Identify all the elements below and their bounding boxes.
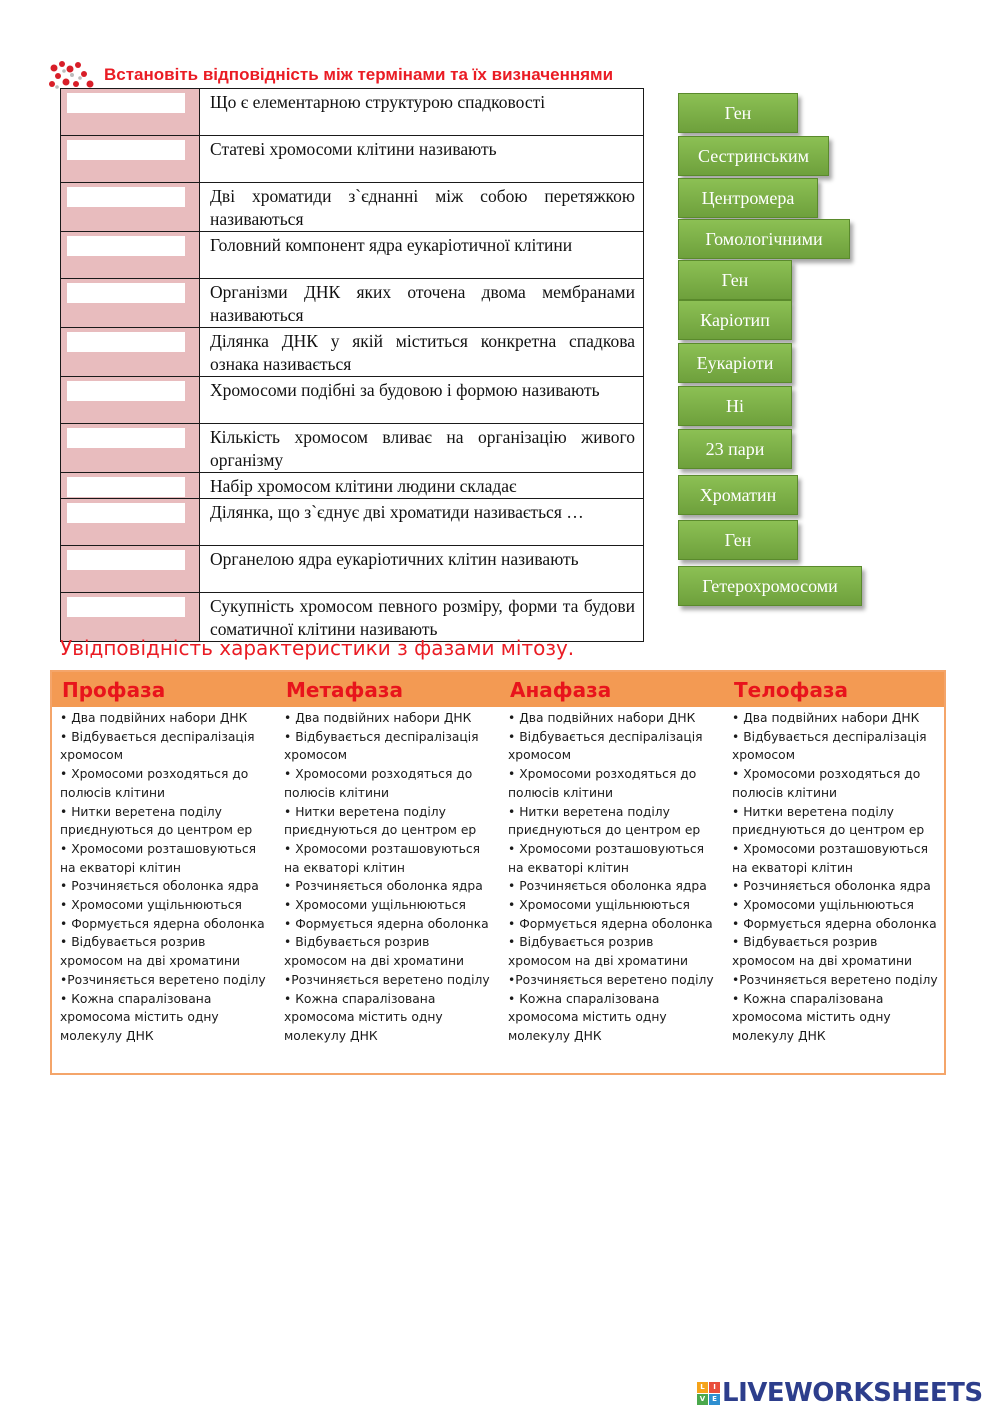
definition-text: Що є елементарною структурою спадковості bbox=[200, 89, 644, 136]
bullet: • bbox=[60, 804, 68, 819]
table-row bbox=[61, 377, 644, 424]
bullet: • bbox=[284, 898, 292, 913]
phase-characteristic-item[interactable] bbox=[60, 877, 268, 896]
bullet: • bbox=[284, 972, 292, 987]
phase-column-prophase bbox=[52, 672, 268, 1046]
answer-input[interactable] bbox=[67, 93, 185, 113]
bullet: • bbox=[732, 879, 740, 894]
phase-characteristic-item[interactable] bbox=[732, 709, 940, 728]
phase-characteristic-item[interactable] bbox=[284, 990, 492, 1046]
phase-characteristic-item[interactable] bbox=[508, 709, 716, 728]
definition-text: Статеві хромосоми клітини називають bbox=[200, 136, 644, 183]
item-text: Хромосоми розходяться до полюсів клітини bbox=[60, 767, 249, 800]
definition-text: Організми ДНК яких оточена двома мембранами називаються bbox=[200, 279, 644, 328]
bullet: • bbox=[732, 804, 740, 819]
item-text: Хромосоми ущільнюються bbox=[743, 898, 914, 913]
item-text: Формується ядерна оболонка bbox=[519, 916, 713, 931]
phase-characteristic-item[interactable] bbox=[60, 840, 268, 877]
phase-title: Метафаза bbox=[286, 678, 404, 702]
item-text: Розчиняється веретено поділу bbox=[67, 972, 266, 987]
item-text: Кожна спаралізована хромосома містить одну молекулу ДНК bbox=[508, 991, 667, 1043]
phase-item-list bbox=[276, 707, 492, 1046]
table-row bbox=[61, 424, 644, 473]
phase-item-list bbox=[500, 707, 716, 1046]
phase-column-metaphase bbox=[276, 672, 492, 1046]
answer-input[interactable] bbox=[67, 477, 185, 497]
phase-characteristic-item[interactable] bbox=[732, 990, 940, 1046]
phase-characteristic-item[interactable] bbox=[60, 971, 268, 990]
term-tile[interactable]: 23 пари bbox=[678, 429, 792, 469]
phase-characteristic-item[interactable] bbox=[508, 877, 716, 896]
item-text: Хромосоми розходяться до полюсів клітини bbox=[284, 767, 473, 800]
item-text: Розчиняється оболонка ядра bbox=[519, 879, 707, 894]
phase-characteristic-item[interactable] bbox=[284, 896, 492, 915]
item-text: Нитки веретена поділу приєднуються до центром ер bbox=[732, 804, 925, 838]
phase-characteristic-item[interactable] bbox=[508, 840, 716, 877]
definition-text: Ділянка, що з`єднує дві хроматиди називається … bbox=[200, 499, 644, 546]
item-text: Розчиняється оболонка ядра bbox=[295, 879, 483, 894]
item-text: Відбувається розрив хромосом на дві хроматини bbox=[732, 935, 913, 969]
item-text: Відбувається розрив хромосом на дві хроматини bbox=[508, 935, 689, 969]
term-tile[interactable]: Гомологічними bbox=[678, 219, 850, 259]
phase-characteristic-item[interactable] bbox=[284, 728, 492, 765]
bullet: • bbox=[508, 898, 516, 913]
phase-characteristic-item[interactable] bbox=[732, 915, 940, 934]
bullet: • bbox=[284, 729, 292, 744]
bullet: • bbox=[284, 804, 292, 819]
phase-characteristic-item[interactable] bbox=[284, 877, 492, 896]
bullet: • bbox=[732, 767, 740, 782]
phase-title: Телофаза bbox=[734, 678, 849, 702]
item-text: Кожна спаралізована хромосома містить одну молекулу ДНК bbox=[60, 991, 219, 1043]
table-row bbox=[61, 473, 644, 499]
bullet: • bbox=[508, 879, 516, 894]
bullet: • bbox=[732, 841, 740, 856]
phase-column-telophase bbox=[724, 672, 940, 1046]
phase-characteristic-item[interactable] bbox=[60, 933, 268, 970]
term-tile[interactable]: Гетерохромосоми bbox=[678, 566, 862, 606]
phase-characteristic-item[interactable] bbox=[60, 803, 268, 840]
bullet: • bbox=[284, 767, 292, 782]
definitions-table bbox=[60, 88, 644, 642]
phase-characteristic-item[interactable] bbox=[732, 840, 940, 877]
item-text: Хромосоми ущільнюються bbox=[71, 898, 242, 913]
bullet: • bbox=[60, 935, 68, 950]
bullet: • bbox=[284, 935, 292, 950]
phase-characteristic-item[interactable] bbox=[508, 915, 716, 934]
phase-characteristic-item[interactable] bbox=[508, 933, 716, 970]
item-text: Розчиняється веретено поділу bbox=[739, 972, 938, 987]
bullet: • bbox=[508, 729, 516, 744]
bullet: • bbox=[732, 729, 740, 744]
phase-characteristic-item[interactable] bbox=[284, 765, 492, 802]
item-text: Нитки веретена поділу приєднуються до центром ер bbox=[508, 804, 701, 838]
term-tile[interactable]: Хроматин bbox=[678, 475, 798, 515]
bullet: • bbox=[508, 935, 516, 950]
item-text: Розчиняється оболонка ядра bbox=[71, 879, 259, 894]
phase-characteristic-item[interactable] bbox=[732, 933, 940, 970]
term-tile[interactable]: Ні bbox=[678, 386, 792, 426]
bullet: • bbox=[284, 991, 292, 1006]
table-row bbox=[61, 89, 644, 136]
bullet: • bbox=[732, 916, 740, 931]
definition-text: Набір хромосом клітини людини складає bbox=[200, 473, 644, 499]
bullet: • bbox=[284, 841, 292, 856]
bullet: • bbox=[732, 972, 740, 987]
phase-characteristic-item[interactable] bbox=[508, 765, 716, 802]
table-row bbox=[61, 279, 644, 328]
phase-characteristic-item[interactable] bbox=[732, 896, 940, 915]
bullet: • bbox=[508, 991, 516, 1006]
item-text: Кожна спаралізована хромосома містить одну молекулу ДНК bbox=[732, 991, 891, 1043]
term-tile[interactable]: Еукаріоти bbox=[678, 343, 792, 383]
item-text: Хромосоми ущільнюються bbox=[295, 898, 466, 913]
bullet: • bbox=[508, 804, 516, 819]
phase-item-list bbox=[724, 707, 940, 1046]
item-text: Хромосоми ущільнюються bbox=[519, 898, 690, 913]
answer-input[interactable] bbox=[67, 550, 185, 570]
item-text: Формується ядерна оболонка bbox=[71, 916, 265, 931]
mitosis-phases-panel bbox=[50, 670, 946, 1075]
phase-characteristic-item[interactable] bbox=[60, 915, 268, 934]
bullet: • bbox=[732, 898, 740, 913]
phase-characteristic-item[interactable] bbox=[284, 915, 492, 934]
item-text: Розчиняється оболонка ядра bbox=[743, 879, 931, 894]
item-text: Хромосоми розходяться до полюсів клітини bbox=[732, 767, 921, 800]
table-row bbox=[61, 499, 644, 546]
term-tile[interactable]: Каріотип bbox=[678, 300, 792, 340]
phase-characteristic-item[interactable] bbox=[732, 803, 940, 840]
phase-characteristic-item[interactable] bbox=[284, 840, 492, 877]
phase-characteristic-item[interactable] bbox=[60, 728, 268, 765]
item-text: Розчиняється веретено поділу bbox=[515, 972, 714, 987]
phase-characteristic-item[interactable] bbox=[732, 765, 940, 802]
item-text: Хромосоми розташовуються на екваторі клітин bbox=[284, 841, 480, 875]
bullet: • bbox=[732, 991, 740, 1006]
bullet: • bbox=[732, 935, 740, 950]
answer-input[interactable] bbox=[67, 381, 185, 401]
phase-section-title: Увідповідність характеристики з фазами мітозу. bbox=[60, 636, 575, 660]
logo-blocks-icon: L I V E bbox=[697, 1382, 720, 1405]
match-section-header bbox=[48, 60, 613, 90]
item-text: Хромосоми розташовуються на екваторі клітин bbox=[60, 841, 256, 875]
phase-characteristic-item[interactable] bbox=[60, 896, 268, 915]
bullet: • bbox=[508, 841, 516, 856]
item-text: Формується ядерна оболонка bbox=[295, 916, 489, 931]
phase-characteristic-item[interactable] bbox=[508, 896, 716, 915]
item-text: Два подвійних набори ДНК bbox=[71, 711, 248, 725]
item-text: Відбувається деспіралізація хромосом bbox=[284, 729, 479, 763]
bullet: • bbox=[508, 916, 516, 931]
item-text: Хромосоми розташовуються на екваторі клітин bbox=[508, 841, 704, 875]
table-row bbox=[61, 232, 644, 279]
phase-characteristic-item[interactable] bbox=[284, 709, 492, 728]
item-text: Нитки веретена поділу приєднуються до центром ер bbox=[284, 804, 477, 838]
item-text: Хромосоми розходяться до полюсів клітини bbox=[508, 767, 697, 800]
table-row bbox=[61, 593, 644, 642]
bullet: • bbox=[284, 711, 292, 725]
answer-input[interactable] bbox=[67, 283, 185, 303]
match-section-title: Встановіть відповідність між термінами та їх визначеннями bbox=[104, 65, 614, 84]
table-row bbox=[61, 136, 644, 183]
term-tile[interactable]: Ген bbox=[678, 260, 792, 300]
item-text: Відбувається розрив хромосом на дві хроматини bbox=[60, 935, 241, 969]
item-text: Розчиняється веретено поділу bbox=[291, 972, 490, 987]
item-text: Два подвійних набори ДНК bbox=[519, 711, 696, 725]
definition-text: Хромосоми подібні за будовою і формою називають bbox=[200, 377, 644, 424]
bullet: • bbox=[508, 711, 516, 725]
phase-characteristic-item[interactable] bbox=[508, 728, 716, 765]
bullet: • bbox=[60, 879, 68, 894]
bullet: • bbox=[60, 841, 68, 856]
definition-text: Дві хроматиди з`єднанні між собою перетяжкою називаються bbox=[200, 183, 644, 232]
phase-characteristic-item[interactable] bbox=[60, 709, 268, 728]
phase-item-list bbox=[52, 707, 268, 1046]
item-text: Відбувається розрив хромосом на дві хроматини bbox=[284, 935, 465, 969]
item-text: Два подвійних набори ДНК bbox=[295, 711, 472, 725]
bullet: • bbox=[284, 916, 292, 931]
phase-characteristic-item[interactable] bbox=[508, 971, 716, 990]
liveworksheets-logo bbox=[697, 1378, 983, 1408]
bullet: • bbox=[508, 767, 516, 782]
answer-input[interactable] bbox=[67, 428, 185, 448]
item-text: Нитки веретена поділу приєднуються до центром ер bbox=[60, 804, 253, 838]
term-tile[interactable]: Сестринським bbox=[678, 136, 829, 176]
definition-text: Ділянка ДНК у якій міститься конкретна спадкова ознака називається bbox=[200, 328, 644, 377]
answer-input[interactable] bbox=[67, 332, 185, 352]
answer-input[interactable] bbox=[67, 187, 185, 207]
bullet: • bbox=[284, 879, 292, 894]
table-row bbox=[61, 183, 644, 232]
bullet: • bbox=[60, 711, 68, 725]
bullet: • bbox=[60, 991, 68, 1006]
bullet: • bbox=[60, 972, 68, 987]
bullet: • bbox=[60, 767, 68, 782]
term-tile[interactable]: Центромера bbox=[678, 178, 818, 218]
phase-characteristic-item[interactable] bbox=[732, 971, 940, 990]
term-tile[interactable]: Ген bbox=[678, 520, 798, 560]
phase-characteristic-item[interactable] bbox=[732, 728, 940, 765]
phase-characteristic-item[interactable] bbox=[508, 990, 716, 1046]
item-text: Кожна спаралізована хромосома містить одну молекулу ДНК bbox=[284, 991, 443, 1043]
phase-characteristic-item[interactable] bbox=[284, 803, 492, 840]
bullet: • bbox=[508, 972, 516, 987]
answer-input[interactable] bbox=[67, 140, 185, 160]
bullet: • bbox=[60, 729, 68, 744]
item-text: Два подвійних набори ДНК bbox=[743, 711, 920, 725]
bullet: • bbox=[60, 898, 68, 913]
definition-text: Органелою ядра еукаріотичних клітин називають bbox=[200, 546, 644, 593]
item-text: Відбувається деспіралізація хромосом bbox=[60, 729, 255, 763]
table-row bbox=[61, 546, 644, 593]
answer-input[interactable] bbox=[67, 597, 185, 617]
phase-characteristic-item[interactable] bbox=[508, 803, 716, 840]
bullet: • bbox=[732, 711, 740, 725]
item-text: Хромосоми розташовуються на екваторі клітин bbox=[732, 841, 928, 875]
phase-title: Профаза bbox=[62, 678, 166, 702]
logo-text: LIVEWORKSHEETS bbox=[722, 1378, 983, 1408]
term-tile[interactable]: Ген bbox=[678, 93, 798, 133]
phase-characteristic-item[interactable] bbox=[60, 765, 268, 802]
molecule-decoration-icon bbox=[48, 60, 98, 90]
phase-title: Анафаза bbox=[510, 678, 612, 702]
item-text: Відбувається деспіралізація хромосом bbox=[732, 729, 927, 763]
phase-characteristic-item[interactable] bbox=[284, 971, 492, 990]
phase-characteristic-item[interactable] bbox=[732, 877, 940, 896]
definition-text: Сукупність хромосом певного розміру, форми та будови соматичної клітини називають bbox=[200, 593, 644, 642]
phase-column-anaphase bbox=[500, 672, 716, 1046]
item-text: Відбувається деспіралізація хромосом bbox=[508, 729, 703, 763]
item-text: Формується ядерна оболонка bbox=[743, 916, 937, 931]
answer-input[interactable] bbox=[67, 236, 185, 256]
phase-characteristic-item[interactable] bbox=[60, 990, 268, 1046]
definition-text: Головний компонент ядра еукаріотичної клітини bbox=[200, 232, 644, 279]
definition-text: Кількість хромосом вливає на організацію живого організму bbox=[200, 424, 644, 473]
bullet: • bbox=[60, 916, 68, 931]
answer-input[interactable] bbox=[67, 503, 185, 523]
table-row bbox=[61, 328, 644, 377]
phase-characteristic-item[interactable] bbox=[284, 933, 492, 970]
